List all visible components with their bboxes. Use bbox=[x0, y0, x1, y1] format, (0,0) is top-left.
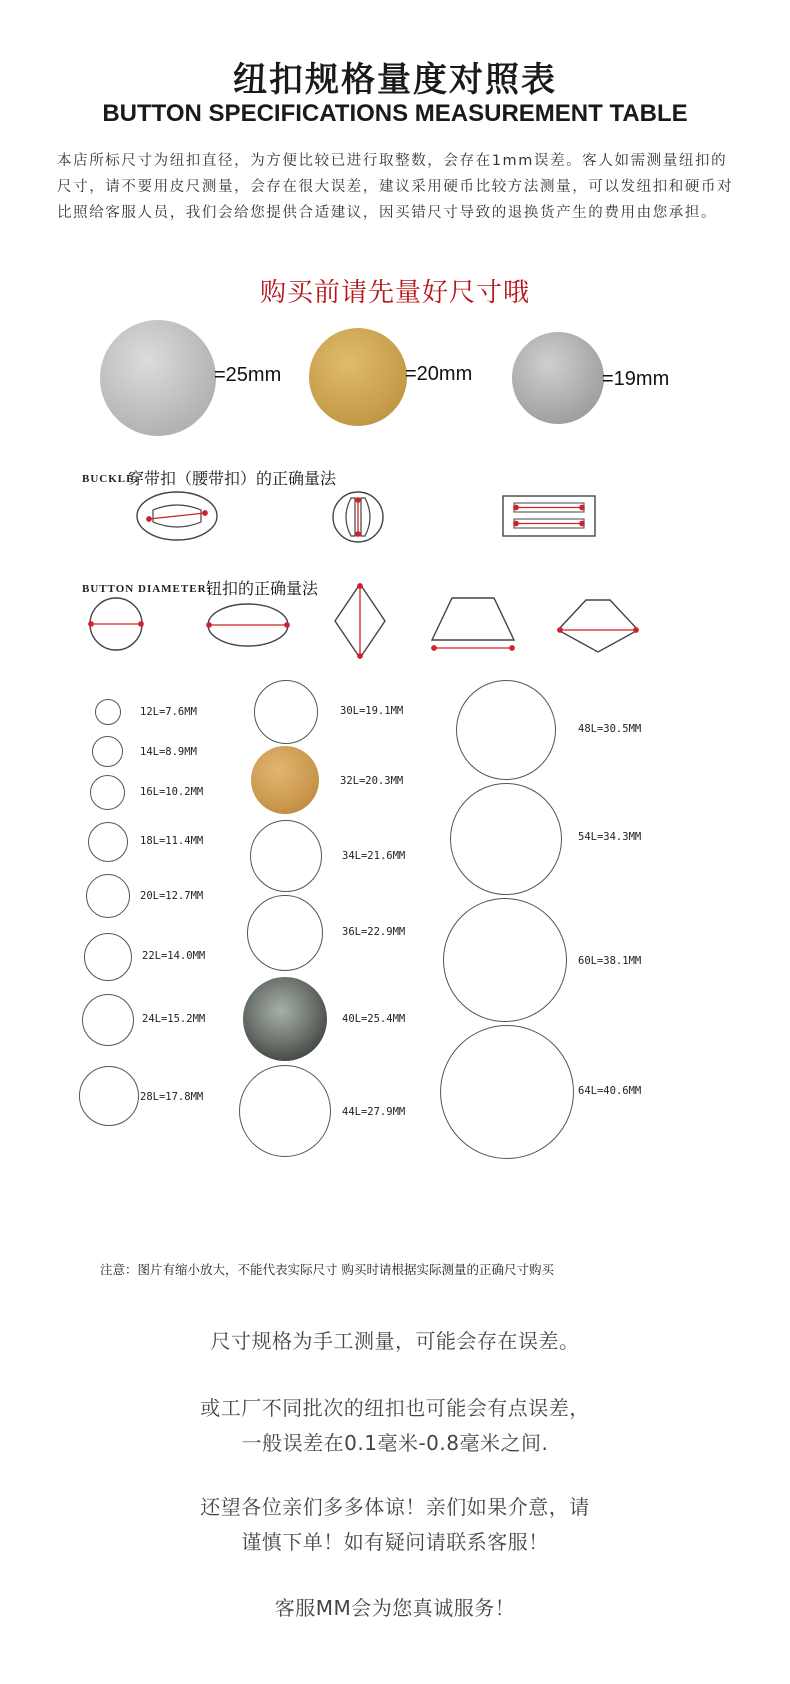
size-label-12l: 12L=7.6MM bbox=[140, 706, 197, 718]
footer-line-4: 还望各位亲们多多体谅！亲们如果介意，请 bbox=[200, 1495, 590, 1519]
coin-20mm bbox=[309, 328, 407, 426]
size-label-44l: 44L=27.9MM bbox=[342, 1106, 406, 1118]
diameter-label: BUTTON DIAMETER: bbox=[82, 583, 212, 595]
size-circle-14l bbox=[92, 736, 123, 767]
page-title-cn: 纽扣规格量度对照表 bbox=[233, 60, 557, 100]
size-circle-24l bbox=[82, 994, 134, 1046]
size-circle-32l-photo bbox=[251, 746, 319, 814]
coin-25mm-label: =25mm bbox=[214, 364, 282, 386]
size-label-30l: 30L=19.1MM bbox=[340, 705, 404, 717]
size-circle-28l bbox=[79, 1066, 139, 1126]
size-label-14l: 14L=8.9MM bbox=[140, 746, 197, 758]
buckle-label: BUCKLE: bbox=[82, 473, 140, 485]
measure-reminder: 购买前请先量好尺寸哦 bbox=[259, 278, 530, 308]
size-label-64l: 64L=40.6MM bbox=[578, 1085, 642, 1097]
size-circle-60l bbox=[443, 898, 567, 1022]
buckle-round-diagram bbox=[331, 490, 385, 544]
footer-line-2: 或工厂不同批次的纽扣也可能会有点误差， bbox=[200, 1396, 590, 1420]
size-label-28l: 28L=17.8MM bbox=[140, 1091, 204, 1103]
disclaimer-note: 注意：图片有缩小放大，不能代表实际尺寸 购买时请根据实际测量的正确尺寸购买 bbox=[100, 1262, 554, 1277]
diameter-oval-diagram bbox=[206, 602, 290, 648]
buckle-oval-diagram bbox=[135, 490, 219, 542]
intro-paragraph: 本店所标尺寸为纽扣直径，为方便比较已进行取整数，会存在1mm误差。客人如需测量纽扣的尺寸，请不要用皮尺测量，会存在很大误差，建议采用硬币比较方法测量，可以发纽扣和硬币对比照给客服人员，我们会给您提供合适建议，因买错尺寸导致的退换货产生的费用由您承担。 bbox=[57, 153, 734, 221]
coin-25mm bbox=[100, 320, 216, 436]
size-label-48l: 48L=30.5MM bbox=[578, 723, 642, 735]
footer-line-6: 客服MM会为您真诚服务！ bbox=[274, 1596, 516, 1620]
coin-19mm-label: =19mm bbox=[602, 368, 670, 390]
size-circle-40l-photo bbox=[243, 977, 327, 1061]
size-circle-34l bbox=[250, 820, 322, 892]
size-label-16l: 16L=10.2MM bbox=[140, 786, 204, 798]
size-label-54l: 54L=34.3MM bbox=[578, 831, 642, 843]
size-label-36l: 36L=22.9MM bbox=[342, 926, 406, 938]
size-circle-30l bbox=[254, 680, 318, 744]
size-circle-44l bbox=[239, 1065, 331, 1157]
size-label-60l: 60L=38.1MM bbox=[578, 955, 642, 967]
buckle-title: 穿带扣（腰带扣）的正确量法 bbox=[128, 469, 337, 488]
size-circle-36l bbox=[247, 895, 323, 971]
buckle-rect-diagram bbox=[502, 495, 596, 537]
footer-line-3: 一般误差在0.1毫米-0.8毫米之间. bbox=[241, 1431, 549, 1455]
size-label-24l: 24L=15.2MM bbox=[142, 1013, 206, 1025]
diameter-circle-diagram bbox=[88, 596, 144, 652]
size-label-18l: 18L=11.4MM bbox=[140, 835, 204, 847]
size-circle-54l bbox=[450, 783, 562, 895]
footer-line-1: 尺寸规格为手工测量，可能会存在误差。 bbox=[210, 1329, 580, 1353]
size-circle-16l bbox=[90, 775, 125, 810]
size-label-20l: 20L=12.7MM bbox=[140, 890, 204, 902]
size-circle-12l bbox=[95, 699, 121, 725]
coin-20mm-label: =20mm bbox=[405, 363, 473, 385]
size-circle-20l bbox=[86, 874, 130, 918]
size-circle-18l bbox=[88, 822, 128, 862]
size-circle-64l bbox=[440, 1025, 574, 1159]
page-title-en: BUTTON SPECIFICATIONS MEASUREMENT TABLE bbox=[102, 100, 688, 127]
diameter-hexagon-diagram bbox=[556, 598, 640, 654]
size-label-34l: 34L=21.6MM bbox=[342, 850, 406, 862]
coin-19mm bbox=[512, 332, 604, 424]
size-circle-22l bbox=[84, 933, 132, 981]
diameter-trapezoid-diagram bbox=[430, 596, 516, 652]
diameter-title: 钮扣的正确量法 bbox=[206, 579, 319, 598]
size-label-22l: 22L=14.0MM bbox=[142, 950, 206, 962]
size-label-32l: 32L=20.3MM bbox=[340, 775, 404, 787]
footer-line-5: 谨慎下单！如有疑问请联系客服！ bbox=[241, 1530, 549, 1554]
diameter-diamond-diagram bbox=[333, 582, 387, 660]
size-circle-48l bbox=[456, 680, 556, 780]
size-label-40l: 40L=25.4MM bbox=[342, 1013, 406, 1025]
